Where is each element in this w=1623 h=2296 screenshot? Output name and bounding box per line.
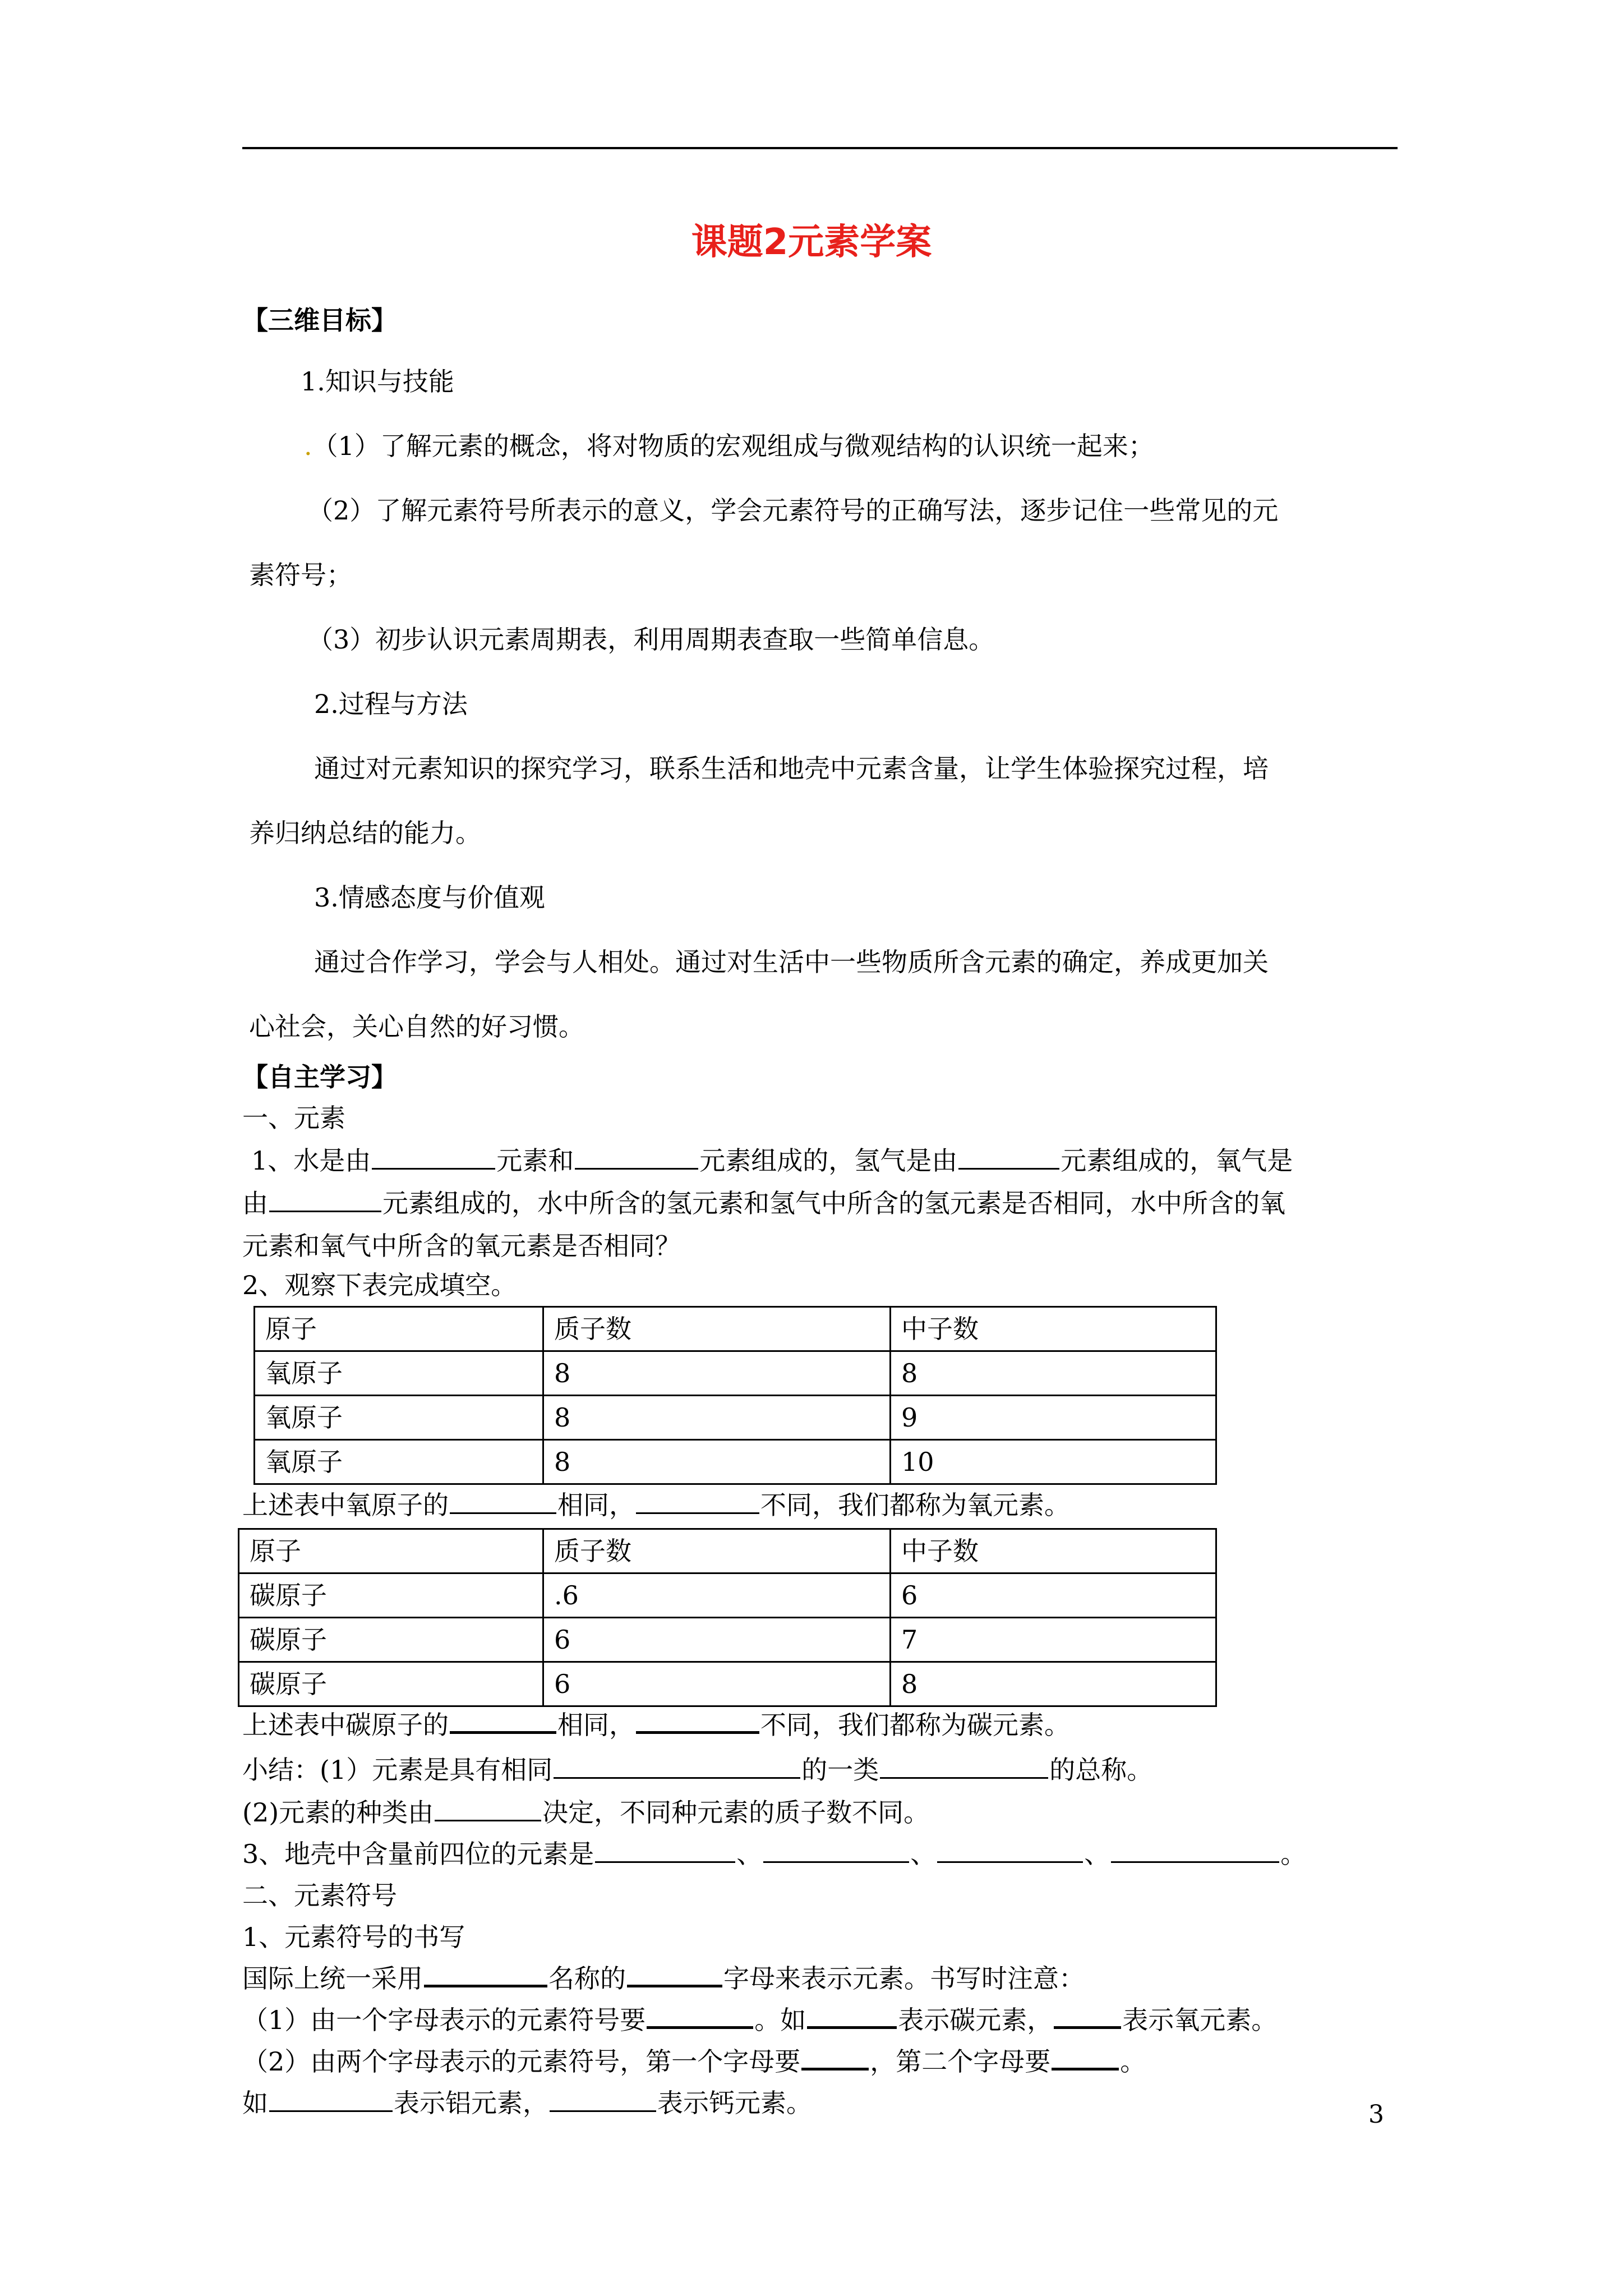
table-cell: 碳原子 xyxy=(239,1573,543,1618)
symbol-rule-intro: 国际上统一采用 名称的 字母来表示元素。书写时注意： xyxy=(242,1959,1085,1998)
question-1-line1: 1、水是由 元素和 元素组成的，氢气是由 元素组成的，氧气是 xyxy=(251,1141,1293,1180)
question-1-line3: 元素和氧气中所含的氧元素是否相同？ xyxy=(242,1231,681,1261)
answer-blank[interactable] xyxy=(1054,2000,1121,2029)
table-row xyxy=(239,1618,1216,1662)
answer-blank[interactable] xyxy=(937,1835,1083,1863)
oxygen-conclusion: 上述表中氧原子的 相同， 不同，我们都称为氧元素。 xyxy=(242,1485,1070,1525)
table-cell: 8 xyxy=(891,1662,1216,1706)
marker-dot: . xyxy=(304,431,312,461)
table-cell: 8 xyxy=(891,1351,1216,1396)
self-study-heading: 【自主学习】 xyxy=(242,1062,397,1092)
symbol-example: 如 表示铝元素， 表示钙元素。 xyxy=(242,2083,812,2123)
oxygen-table xyxy=(253,1306,1217,1485)
question-3: 3、地壳中含量前四位的元素是 、 、 、 。 xyxy=(242,1834,1306,1874)
question-2: 2、观察下表完成填空。 xyxy=(242,1270,517,1300)
attitude-title: 3.情感态度与价值观 xyxy=(314,882,545,913)
goal-item-2-line1: （2）了解元素符号所表示的意义，学会元素符号的正确写法，逐步记住一些常见的元 xyxy=(307,495,1279,526)
answer-blank[interactable] xyxy=(1052,2042,1119,2070)
answer-blank[interactable] xyxy=(595,1835,735,1863)
table-cell: 8 xyxy=(543,1440,891,1484)
answer-blank[interactable] xyxy=(450,1487,556,1514)
header-rule xyxy=(242,147,1398,149)
answer-blank[interactable] xyxy=(801,2042,869,2070)
table-header-cell: 中子数 xyxy=(891,1307,1216,1351)
table-cell: 碳原子 xyxy=(239,1662,543,1706)
table-cell: 6 xyxy=(891,1573,1216,1618)
answer-blank[interactable] xyxy=(1111,1835,1279,1863)
answer-blank[interactable] xyxy=(554,1751,800,1779)
page-title: 课题2元素学案 xyxy=(691,222,932,263)
carbon-table xyxy=(238,1528,1217,1707)
table-cell: 氧原子 xyxy=(255,1440,543,1484)
table-header-row xyxy=(239,1529,1216,1573)
answer-blank[interactable] xyxy=(958,1142,1059,1170)
answer-blank[interactable] xyxy=(627,1959,722,1987)
answer-blank[interactable] xyxy=(880,1751,1048,1779)
table-header-cell: 中子数 xyxy=(891,1529,1216,1573)
answer-blank[interactable] xyxy=(269,1185,381,1212)
table-header-row xyxy=(255,1307,1216,1351)
table-cell: 6 xyxy=(543,1662,891,1706)
table-cell: 10 xyxy=(891,1440,1216,1484)
table-cell: 8 xyxy=(543,1351,891,1396)
answer-blank[interactable] xyxy=(424,1959,547,1987)
summary-2: (2)元素的种类由 决定，不同种元素的质子数不同。 xyxy=(242,1793,929,1832)
answer-blank[interactable] xyxy=(763,1835,909,1863)
answer-blank[interactable] xyxy=(450,1705,556,1734)
table-cell: 8 xyxy=(543,1396,891,1440)
page-number: 3 xyxy=(1368,2100,1384,2129)
process-text-line1: 通过对元素知识的探究学习，联系生活和地壳中元素含量，让学生体验探究过程，培 xyxy=(314,753,1269,784)
table-header-cell: 原子 xyxy=(255,1307,543,1351)
table-header-cell: 质子数 xyxy=(543,1529,891,1573)
goals-heading: 【三维目标】 xyxy=(242,305,397,335)
answer-blank[interactable] xyxy=(636,1487,759,1514)
process-title: 2.过程与方法 xyxy=(314,689,468,719)
table-cell: .6 xyxy=(543,1573,891,1618)
answer-blank[interactable] xyxy=(636,1705,759,1734)
part2-title: 二、元素符号 xyxy=(242,1880,397,1911)
answer-blank[interactable] xyxy=(550,2085,656,2112)
question-1-line2: 由 元素组成的，水中所含的氢元素和氢气中所含的氢元素是否相同，水中所含的氧 xyxy=(242,1184,1285,1223)
attitude-text-line1: 通过合作学习，学会与人相处。通过对生活中一些物质所含元素的确定，养成更加关 xyxy=(314,947,1269,977)
symbol-writing-title: 1、元素符号的书写 xyxy=(242,1922,465,1952)
table-row xyxy=(255,1396,1216,1440)
answer-blank[interactable] xyxy=(807,2000,897,2029)
carbon-conclusion: 上述表中碳原子的 相同， 不同，我们都称为碳元素。 xyxy=(242,1705,1070,1745)
table-cell: 氧原子 xyxy=(255,1351,543,1396)
knowledge-title: 1.知识与技能 xyxy=(301,366,454,397)
part1-title: 一、元素 xyxy=(242,1103,345,1133)
table-cell: 碳原子 xyxy=(239,1618,543,1662)
table-row xyxy=(239,1573,1216,1618)
table-row xyxy=(255,1351,1216,1396)
table-cell: 氧原子 xyxy=(255,1396,543,1440)
answer-blank[interactable] xyxy=(372,1142,495,1170)
table-cell: 6 xyxy=(543,1618,891,1662)
goal-item-3: （3）初步认识元素周期表，利用周期表查取一些简单信息。 xyxy=(307,624,995,655)
table-cell: 7 xyxy=(891,1618,1216,1662)
answer-blank[interactable] xyxy=(435,1794,541,1821)
symbol-rule-1: （1）由一个字母表示的元素符号要 。如 表示碳元素， 表示氧元素。 xyxy=(242,2000,1277,2040)
table-cell: 9 xyxy=(891,1396,1216,1440)
table-row xyxy=(255,1440,1216,1484)
table-header-cell: 质子数 xyxy=(543,1307,891,1351)
answer-blank[interactable] xyxy=(647,2000,753,2029)
table-header-cell: 原子 xyxy=(239,1529,543,1573)
answer-blank[interactable] xyxy=(269,2085,393,2112)
goal-item-2-line2: 素符号； xyxy=(249,560,352,590)
goal-item-1: .（1）了解元素的概念，将对物质的宏观组成与微观结构的认识统一起来； xyxy=(304,431,1154,461)
summary-1: 小结：(1）元素是具有相同 的一类 的总称。 xyxy=(242,1750,1152,1789)
process-text-line2: 养归纳总结的能力。 xyxy=(249,818,481,848)
symbol-rule-2: （2）由两个字母表示的元素符号，第一个字母要 ，第二个字母要 。 xyxy=(242,2042,1146,2081)
answer-blank[interactable] xyxy=(575,1142,698,1170)
attitude-text-line2: 心社会，关心自然的好习惯。 xyxy=(249,1011,584,1042)
table-row xyxy=(239,1662,1216,1706)
